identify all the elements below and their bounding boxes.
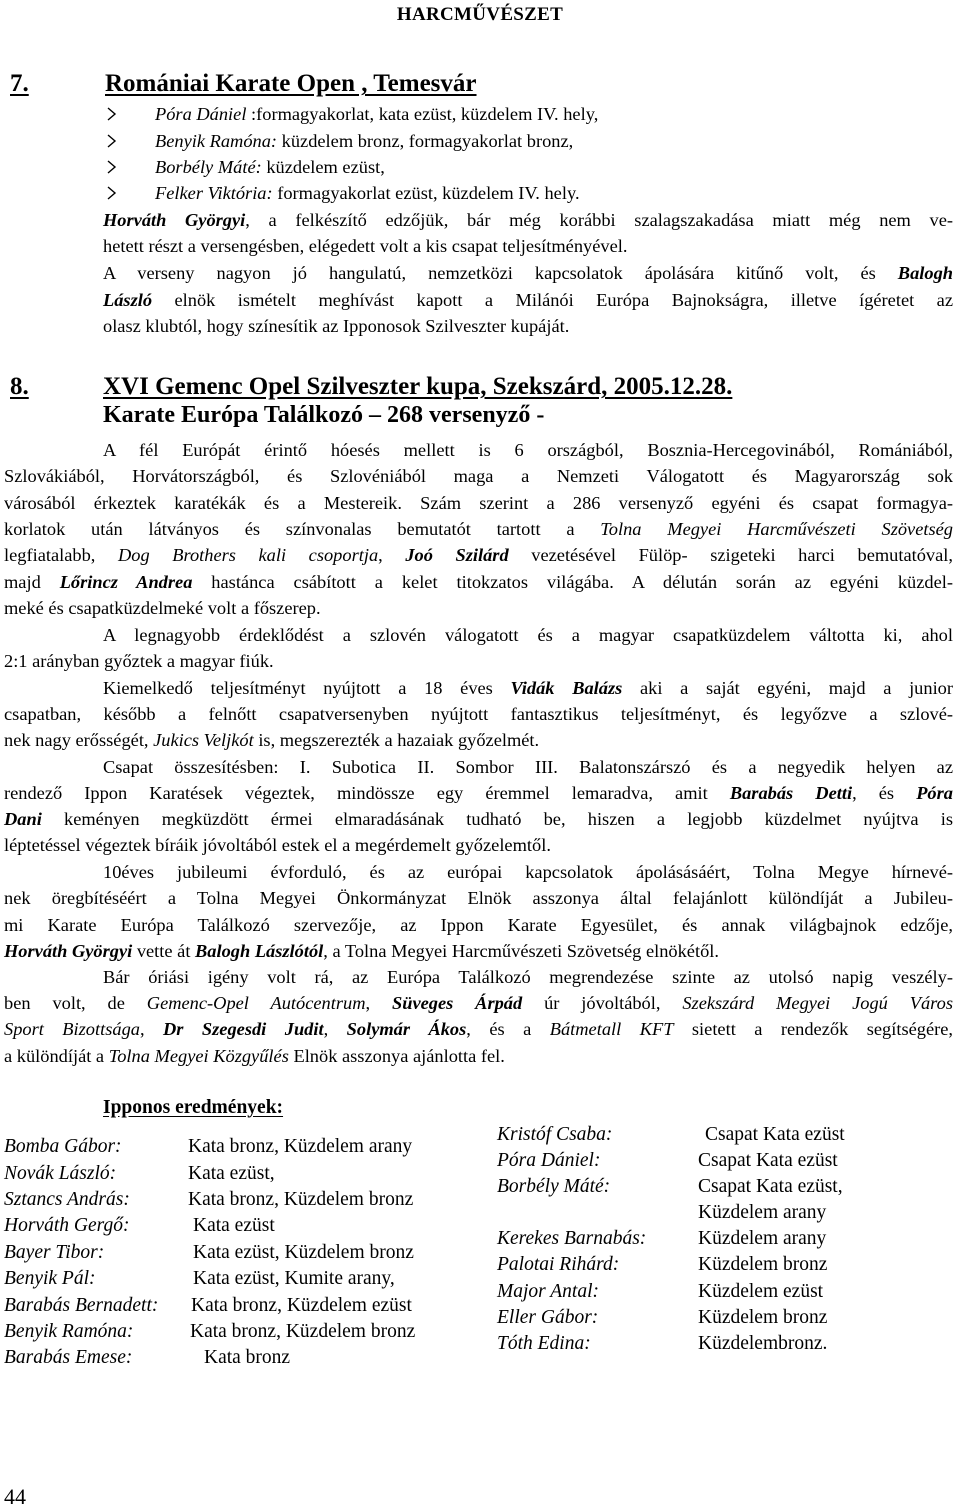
results-heading: Ipponos eredmények: xyxy=(103,1097,284,1118)
section-8-subtitle: Karate Európa Találkozó – 268 versenyző - xyxy=(103,402,545,428)
paragraph-line: nek nagy erősségét, Jukics Veljkót is, megszerezték a hazaiak győzelmét. xyxy=(4,730,540,750)
result-value: Küzdelem arany xyxy=(698,1202,827,1223)
paragraph-line: léptetéssel végeztek bíráik jóvoltából estek el a megérdemelt győzelemtől. xyxy=(4,835,551,855)
paragraph-line: 10éves jubileumi évforduló, és az európai kapcsolatok ápolásásáért, Tolna Megye hírnevé- xyxy=(103,862,953,882)
result-name: Tóth Edina: xyxy=(497,1333,591,1354)
result-name: Palotai Rihárd: xyxy=(497,1254,620,1275)
result-name: Póra Dániel: xyxy=(497,1150,601,1171)
paragraph-line: 2:1 arányban győztek a magyar fiúk. xyxy=(4,651,274,671)
result-value: Csapat Kata ezüst, xyxy=(698,1176,843,1197)
paragraph-line: legfiatalabb, Dog Brothers kali csoportja, Joó Szilárd vezetésével Fülöp- szigeteki harci bemutatóval, xyxy=(4,545,953,565)
paragraph-line: csapatban, később a felnőtt csapatversenyben nyújtott fantasztikus teljesítményt, és legyőzve a szlové- xyxy=(4,704,953,724)
bullet-icon xyxy=(106,107,118,121)
paragraph-line: meké és csapatküzdelmeké volt a főszerep. xyxy=(4,598,321,618)
page-number: 44 xyxy=(4,1484,26,1509)
paragraph-line: A fél Európát érintő hóesés mellett is 6 országból, Bosznia-Hercegovinából, Romániából, xyxy=(103,440,953,460)
bullet-item: Benyik Ramóna: küzdelem bronz, formagyakorlat bronz, xyxy=(155,131,574,151)
bullet-item: Borbély Máté: küzdelem ezüst, xyxy=(155,157,385,177)
result-name: Sztancs András: xyxy=(4,1189,130,1210)
section-8-number: 8. xyxy=(10,373,29,400)
paragraph-line: rendező Ippon Karatések végeztek, mindössze egy éremmel lemaradva, amit Barabás Detti, és Póra xyxy=(4,783,953,803)
result-value: Küzdelem arany xyxy=(698,1228,827,1249)
paragraph-line: László elnök ismételt meghívást kapott a Milánói Európa Bajnokságra, illetve ígéretet az xyxy=(103,290,953,310)
result-name: Major Antal: xyxy=(497,1281,600,1302)
paragraph-line: Sport Bizottsága, Dr Szegesdi Judit, Solymár Ákos, és a Bátmetall KFT sietett a rendezők segítségére, xyxy=(4,1019,954,1039)
bullet-icon xyxy=(106,186,118,200)
result-name: Bayer Tibor: xyxy=(4,1242,105,1263)
result-name: Barabás Emese: xyxy=(4,1347,133,1368)
result-name: Benyik Pál: xyxy=(4,1268,96,1289)
paragraph-line: Bár óriási igény volt rá, az Európa Találkozó megrendezése szinte az utolsó napig veszély- xyxy=(103,967,953,987)
result-name: Barabás Bernadett: xyxy=(4,1295,159,1316)
section-8-title: XVI Gemenc Opel Szilveszter kupa, Szekszárd, 2005.12.28. xyxy=(103,373,733,400)
paragraph-line: olasz klubtól, hogy színesítik az Ipponosok Szilveszter kupáját. xyxy=(103,316,570,336)
result-name: Kerekes Barnabás: xyxy=(497,1228,647,1249)
result-value: Kata bronz xyxy=(204,1347,291,1368)
paragraph-line: Horváth Györgyi, a felkészítő edzőjük, bár még korábbi szalagszakadása miatt még nem ve- xyxy=(103,210,953,230)
bullet-icon xyxy=(106,160,118,174)
result-value: Csapat Kata ezüst xyxy=(698,1150,838,1171)
result-value: Küzdelembronz. xyxy=(698,1333,828,1354)
result-name: Novák László: xyxy=(4,1163,117,1184)
result-name: Horváth Gergő: xyxy=(4,1215,130,1236)
paragraph-line: városából érkeztek karatékák és a Mestereik. Szám szerint a 286 versenyző egyéni és csapat formagya- xyxy=(4,493,953,513)
result-name: Kristóf Csaba: xyxy=(497,1124,613,1145)
result-value: Kata bronz, Küzdelem bronz xyxy=(190,1321,416,1342)
result-value: Kata ezüst, Küzdelem bronz xyxy=(193,1242,414,1263)
bullet-icon xyxy=(106,134,118,148)
paragraph-line: korlatok után látványos és színvonalas bemutatót tartott a Tolna Megyei Harcművészeti Szövetség xyxy=(4,519,953,539)
paragraph-line: A legnagyobb érdeklődést a szlovén válogatott és a magyar csapatküzdelem váltotta ki, ahol xyxy=(103,625,953,645)
result-value: Küzdelem ezüst xyxy=(698,1281,824,1302)
result-value: Kata bronz, Küzdelem bronz xyxy=(188,1189,414,1210)
paragraph-line: Horváth Györgyi vette át Balogh Lászlótól, a Tolna Megyei Harcművészeti Szövetség elnökétől. xyxy=(4,941,719,961)
result-value: Kata bronz, Küzdelem ezüst xyxy=(191,1295,412,1316)
section-7-title: Romániai Karate Open , Temesvár xyxy=(105,70,477,97)
result-value: Küzdelem bronz xyxy=(698,1254,828,1275)
bullet-item: Póra Dániel :formagyakorlat, kata ezüst, küzdelem IV. hely, xyxy=(155,104,599,124)
result-name: Borbély Máté: xyxy=(497,1176,611,1197)
paragraph-line: A verseny nagyon jó hangulatú, nemzetközi kapcsolatok ápolására kitűnő volt, és Balogh xyxy=(103,263,953,283)
paragraph-line: Dani keményen megküzdött érmei elmaradásának tudható be, hiszen a legjobb küzdelmet nyújtva is xyxy=(4,809,953,829)
result-name: Benyik Ramóna: xyxy=(4,1321,134,1342)
page-header-title: HARCMŰVÉSZET xyxy=(396,4,564,25)
paragraph-line: mi Karate Európa Találkozó szervezője, az Ippon Karate Egyesület, és annak világbajnok edzője, xyxy=(4,915,953,935)
paragraph-line: Szlovákiából, Horvátországból, és Szlovéniából maga a Nemzeti Válogatott és Magyarország sok xyxy=(4,466,953,486)
result-value: Küzdelem bronz xyxy=(698,1307,828,1328)
result-value: Kata bronz, Küzdelem arany xyxy=(188,1136,413,1157)
bullet-item: Felker Viktória: formagyakorlat ezüst, küzdelem IV. hely. xyxy=(155,183,580,203)
result-name: Eller Gábor: xyxy=(497,1307,599,1328)
paragraph-line: Csapat összesítésben: I. Subotica II. Sombor III. Balatonszárszó és a negyedik helyen az xyxy=(103,757,953,777)
paragraph-line: ben volt, de Gemenc-Opel Autócentrum, Süveges Árpád úr jóvoltából, Szekszárd Megyei Jogú Város xyxy=(4,993,954,1013)
paragraph-line: nek öregbítéséért a Tolna Megyei Önkormányzat Elnök asszonya által felajánlott különdíját a Jubileu- xyxy=(4,888,953,908)
paragraph-line: a különdíját a Tolna Megyei Közgyűlés Elnök asszonya ajánlotta fel. xyxy=(4,1046,505,1066)
result-value: Kata ezüst, xyxy=(188,1163,275,1184)
section-7-number: 7. xyxy=(10,70,29,97)
paragraph-line: Kiemelkedő teljesítményt nyújtott a 18 éves Vidák Balázs aki a saját egyéni, majd a junior xyxy=(103,678,954,698)
result-value: Kata ezüst xyxy=(193,1215,275,1236)
paragraph-line: hetett részt a versengésben, elégedett volt a kis csapat teljesítményével. xyxy=(103,236,628,256)
result-name: Bomba Gábor: xyxy=(4,1136,122,1157)
result-value: Csapat Kata ezüst xyxy=(705,1124,845,1145)
paragraph-line: majd Lőrincz Andrea hastánca csábított a kelet titokzatos világába. A délután során az egyéni küzdel- xyxy=(4,572,954,592)
result-value: Kata ezüst, Kumite arany, xyxy=(193,1268,395,1289)
